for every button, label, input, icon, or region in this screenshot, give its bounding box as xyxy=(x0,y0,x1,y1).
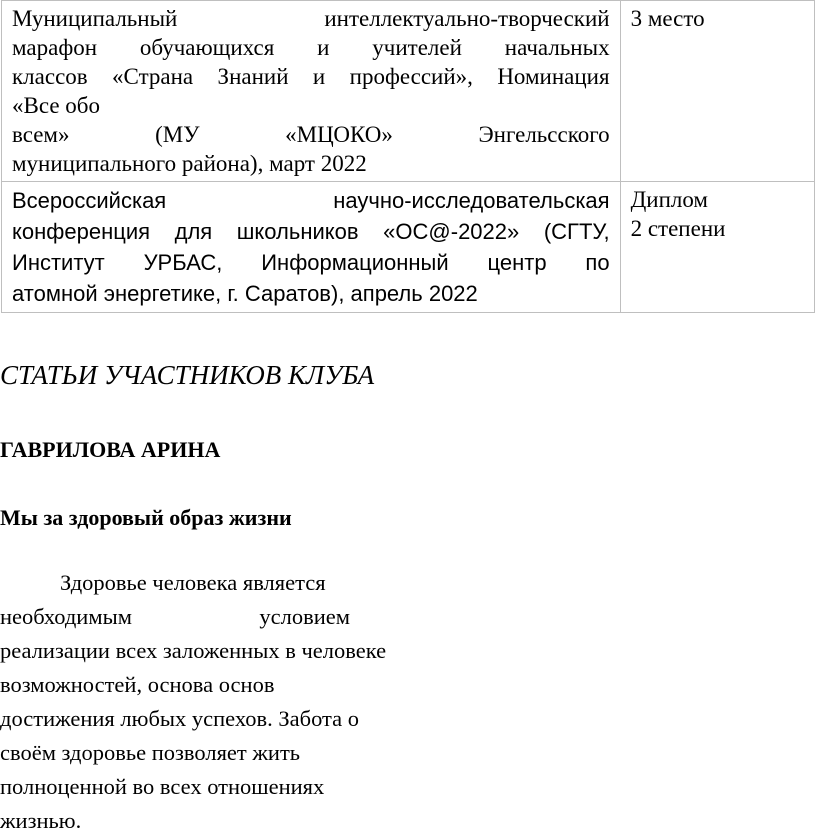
event-line: муниципального района), март 2022 xyxy=(12,151,367,176)
table-row xyxy=(2,182,815,313)
event-line: классов «Страна Знаний и профессий», Номинация xyxy=(12,64,610,89)
event-cell xyxy=(2,182,621,313)
author-name: ГАВРИЛОВА АРИНА xyxy=(0,437,221,462)
section-heading: СТАТЬИ УЧАСТНИКОВ КЛУБА xyxy=(0,360,375,390)
event-line: марафон обучающихся и учителей начальных xyxy=(12,35,610,60)
article-line: своём здоровье позволяет жить xyxy=(0,740,301,765)
article-word: условием xyxy=(259,604,350,629)
event-line: всем» (МУ «МЦОКО» Энгельсского xyxy=(12,122,610,147)
result-line: 3 место xyxy=(630,6,705,31)
event-cell xyxy=(2,1,621,182)
result-cell xyxy=(620,1,814,182)
article-line: полноценной во всех отношениях xyxy=(0,774,325,799)
event-line: Всероссийская научно-исследовательская xyxy=(12,188,610,213)
awards-table xyxy=(1,0,815,313)
event-line: «Все обо xyxy=(12,93,100,118)
article-body xyxy=(0,566,470,838)
article-line xyxy=(0,600,350,634)
event-line: Муниципальный интеллектуально-творческий xyxy=(12,6,610,31)
table-row xyxy=(2,1,815,182)
article-line: жизнью. xyxy=(0,808,82,833)
event-line: Институт УРБАС, Информационный центр по xyxy=(12,250,610,275)
article-word: необходимым xyxy=(0,604,132,629)
result-line: Диплом xyxy=(630,187,708,212)
article-title: Мы за здоровый образ жизни xyxy=(0,505,292,530)
result-line: 2 степени xyxy=(630,216,726,241)
article-line: возможностей, основа основ xyxy=(0,672,275,697)
article-line: Здоровье человека является xyxy=(60,570,326,595)
article-line: достижения любых успехов. Забота о xyxy=(0,706,360,731)
event-line: конференция для школьников «ОС@-2022» (СГТУ, xyxy=(12,219,610,244)
event-line: атомной энергетике, г. Саратов), апрель 2022 xyxy=(12,281,478,306)
article-line: реализации всех заложенных в человеке xyxy=(0,638,387,663)
result-cell xyxy=(620,182,814,313)
